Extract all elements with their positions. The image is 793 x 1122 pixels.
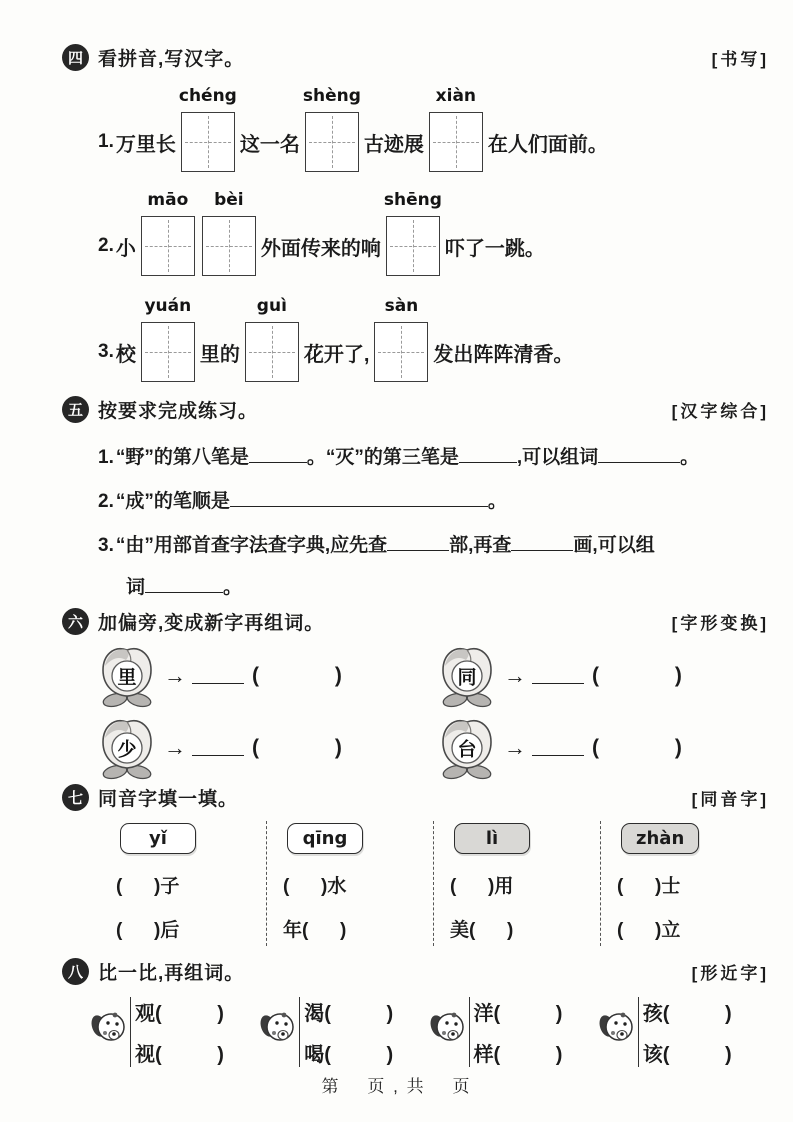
section-title: 同音字填一填。 (98, 789, 239, 810)
section-tag: [书写] (711, 50, 769, 69)
question-text: 。 (223, 577, 243, 598)
sentence-line-1 (98, 86, 769, 172)
page-footer: 第 页 , 共 页 (321, 1077, 472, 1096)
homophone-column (601, 821, 768, 946)
arrow-icon: → (504, 663, 526, 688)
character-pair (431, 997, 600, 1067)
homophone-row: ( )水 (283, 876, 347, 897)
arrow-icon: → (504, 735, 526, 760)
arrow-icon: → (164, 735, 186, 760)
section-tag: [字形变换] (671, 614, 769, 633)
item-number: 3. (98, 535, 114, 556)
question-text: 。 (487, 491, 507, 512)
sentence-text: 外面传来的响 (260, 237, 381, 260)
answer-blank (192, 669, 244, 684)
peach-item (98, 715, 438, 781)
pinyin-label: chéng (178, 86, 237, 106)
base-character: 同 (457, 667, 477, 689)
section-number-badge: 六 (62, 608, 89, 635)
homophone-row: 美( ) (450, 920, 514, 941)
sentence-text: 校 (115, 343, 136, 366)
section-number-badge: 五 (62, 396, 89, 423)
dog-icon (259, 1005, 297, 1054)
sentence-text: 吓了一跳。 (444, 237, 545, 260)
peach-item (438, 643, 778, 709)
dog-icon (598, 1005, 636, 1054)
writing-box (141, 296, 195, 382)
writing-box (141, 190, 195, 276)
pair-text (130, 997, 261, 1067)
answer-blank (145, 578, 223, 593)
section-tag: [汉字综合] (671, 402, 769, 421)
homophone-grid (100, 821, 769, 946)
question-text: 。 (680, 447, 700, 468)
section-title: 按要求完成练习。 (98, 401, 259, 422)
word-parens: ( ) (592, 736, 682, 759)
homophone-column (434, 821, 601, 946)
question-text: “成”的笔顺是 (115, 491, 230, 512)
section-five-header (62, 396, 769, 423)
section-title: 看拼音,写汉字。 (98, 49, 245, 70)
peach-icon (98, 643, 156, 709)
question-3-line-2 (126, 572, 769, 599)
homophone-row: ( )子 (116, 876, 180, 897)
answer-blank (532, 669, 584, 684)
dog-icon (429, 1005, 467, 1054)
section-seven (62, 784, 769, 946)
item-number: 1. (98, 131, 114, 152)
base-character: 台 (457, 739, 477, 761)
sentence-text: 这一名 (239, 133, 300, 156)
arrow-icon: → (164, 663, 186, 688)
answer-blank (532, 741, 584, 756)
answer-blank (459, 448, 517, 463)
character-pair (261, 997, 430, 1067)
sentence-text: 万里长 (115, 133, 176, 156)
character-pair (92, 997, 261, 1067)
homophone-row: ( )后 (116, 920, 180, 941)
peach-icon (438, 715, 496, 781)
dog-icon (90, 1005, 128, 1054)
writing-box (302, 86, 361, 172)
writing-box (429, 86, 483, 172)
section-five (62, 396, 769, 599)
section-six-header (62, 608, 769, 635)
section-six (62, 608, 769, 781)
section-seven-header (62, 784, 769, 811)
writing-box (202, 190, 256, 276)
sentence-text: 发出阵阵清香。 (433, 343, 574, 366)
section-four-header (62, 44, 769, 71)
answer-blank (598, 448, 680, 463)
sentence-text: 古迹展 (363, 133, 424, 156)
pinyin-button: yǐ (120, 823, 196, 854)
question-3-line-1 (98, 530, 769, 557)
section-eight-header (62, 958, 769, 985)
sentence-line-3 (98, 296, 769, 382)
writing-box (245, 296, 299, 382)
sentence-line-2 (98, 190, 769, 276)
peach-icon (438, 643, 496, 709)
question-text: 词 (126, 577, 146, 598)
pinyin-button: qīng (287, 823, 363, 854)
homophone-row: 年( ) (283, 920, 347, 941)
pair-word: 喝( ) (304, 1044, 394, 1066)
pinyin-label: yuán (144, 296, 192, 316)
pair-word: 视( ) (135, 1044, 224, 1066)
peach-grid (98, 643, 769, 781)
question-text: 部,再查 (449, 535, 512, 556)
section-tag: [同音字] (691, 790, 769, 809)
pair-word: 观( ) (135, 1003, 224, 1025)
homophone-row: ( )立 (617, 920, 681, 941)
pinyin-label: sàn (384, 296, 419, 316)
pair-word: 洋( ) (473, 1003, 563, 1025)
pinyin-button: lì (454, 823, 530, 854)
sentence-text: 里的 (199, 343, 240, 366)
section-number-badge: 四 (62, 44, 89, 71)
base-character: 里 (117, 667, 137, 689)
answer-blank (192, 741, 244, 756)
section-four (62, 44, 769, 382)
question-text: “由”用部首查字法查字典,应先查 (115, 535, 388, 556)
peach-item (438, 715, 778, 781)
pair-word: 孩( ) (642, 1003, 732, 1025)
sentence-text: 小 (115, 237, 136, 260)
peach-item (98, 643, 438, 709)
writing-box (383, 190, 442, 276)
homophone-row: ( )士 (617, 876, 681, 897)
section-title: 加偏旁,变成新字再组词。 (98, 613, 325, 634)
word-parens: ( ) (592, 664, 682, 687)
answer-blank (230, 492, 488, 507)
item-number: 2. (98, 491, 114, 512)
writing-box (178, 86, 237, 172)
word-parens: ( ) (252, 664, 342, 687)
answer-blank (387, 536, 449, 551)
question-text: 画,可以组 (573, 535, 655, 556)
homophone-column (100, 821, 267, 946)
section-number-badge: 七 (62, 784, 89, 811)
section-title: 比一比,再组词。 (98, 963, 245, 984)
answer-blank (511, 536, 573, 551)
pinyin-label: bèi (214, 190, 244, 210)
section-tag: [形近字] (691, 964, 769, 983)
pair-word: 样( ) (473, 1044, 563, 1066)
section-eight (62, 958, 769, 1067)
question-2 (98, 486, 769, 513)
question-text: “野”的第八笔是 (115, 447, 249, 468)
pair-word: 该( ) (642, 1044, 732, 1066)
homophone-row: ( )用 (450, 876, 514, 897)
pinyin-label: shèng (302, 86, 361, 106)
word-parens: ( ) (252, 736, 342, 759)
pinyin-label: māo (147, 190, 189, 210)
pair-text (469, 997, 600, 1067)
pair-text (299, 997, 430, 1067)
peach-icon (98, 715, 156, 781)
base-character: 少 (117, 739, 137, 761)
homophone-column (267, 821, 434, 946)
sentence-text: 在人们面前。 (487, 133, 608, 156)
question-1 (98, 442, 769, 469)
pinyin-label: shēng (383, 190, 442, 210)
pair-text (638, 997, 769, 1067)
pair-row (92, 997, 769, 1067)
question-text: ,可以组词 (516, 447, 599, 468)
answer-blank (249, 448, 307, 463)
pinyin-button: zhàn (621, 823, 699, 854)
item-number: 1. (98, 447, 114, 468)
character-pair (600, 997, 769, 1067)
sentence-text: 花开了, (303, 343, 370, 366)
pair-word: 渴( ) (304, 1003, 394, 1025)
question-text: 。“灭”的第三笔是 (306, 447, 459, 468)
pinyin-label: xiàn (435, 86, 477, 106)
writing-box (374, 296, 428, 382)
item-number: 2. (98, 235, 114, 256)
item-number: 3. (98, 341, 114, 362)
pinyin-label: guì (256, 296, 287, 316)
section-number-badge: 八 (62, 958, 89, 985)
